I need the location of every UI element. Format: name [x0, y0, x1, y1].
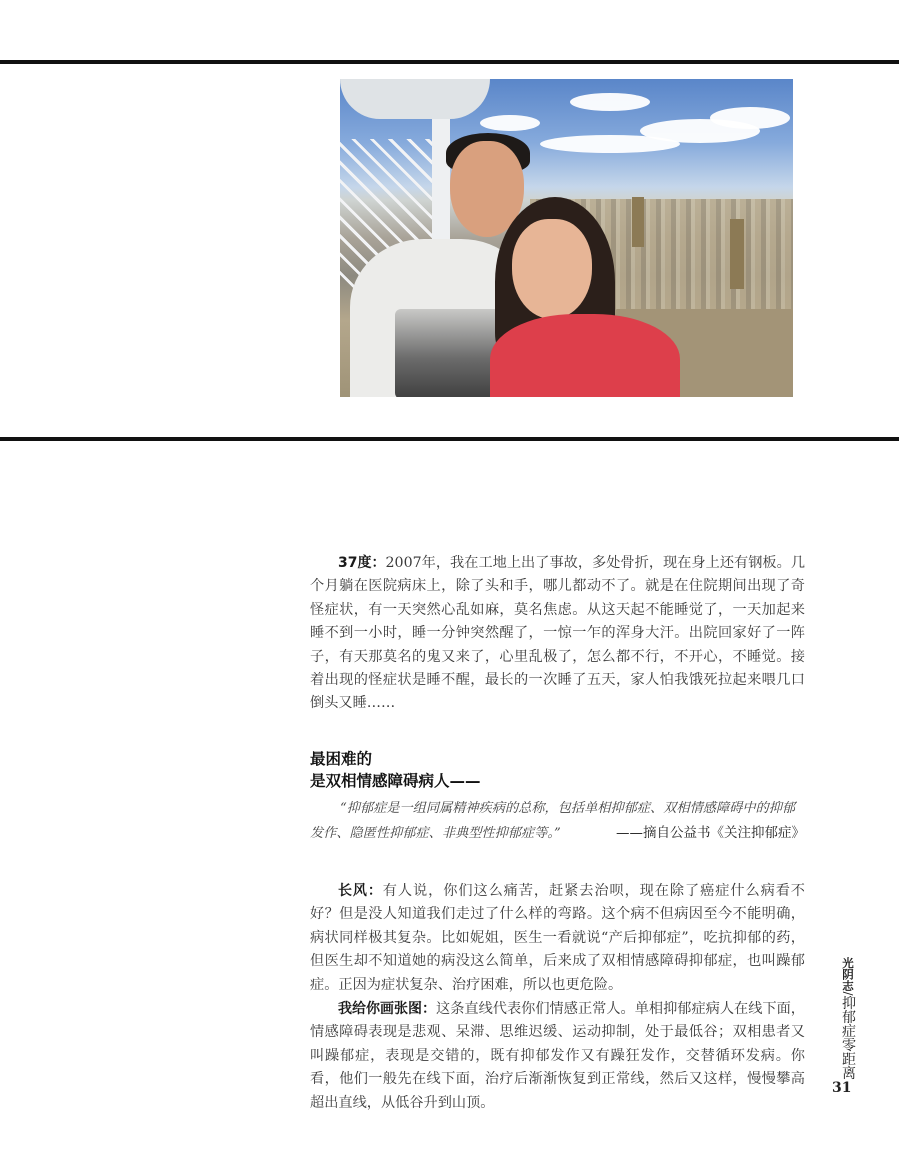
couple-photo — [340, 79, 793, 397]
bottom-rule — [0, 437, 899, 441]
speaker-label: 37度： — [338, 555, 386, 571]
pull-quote — [310, 796, 805, 846]
quote-line-2: 发作、隐匿性抑郁症、非典型性抑郁症等。” — [310, 826, 561, 841]
paragraph-37du — [310, 552, 805, 716]
paragraph-text: 有人说，你们这么痛苦，赶紧去治呗，现在除了癌症什么病看不好？但是没人知道我们走过了什么样的弯路。这个病不但病因至今不能明确，病状同样极其复杂。比如妮姐，医生一看就说“产后抑郁症”，吃抗抑郁的药，但医生却不知道她的病没这么简单，后来成了双相情感障碍抑郁症，也叫躁郁症。正因为症状复杂、治疗困难，所以也更危险。 — [310, 883, 805, 993]
label-separator: / — [841, 991, 855, 996]
speaker-label: 长风： — [338, 883, 383, 899]
quote-source: ——摘自公益书《关注抑郁症》 — [616, 825, 805, 841]
column-name: 抑郁症零距离 — [840, 995, 856, 1080]
section-heading — [310, 748, 481, 792]
paragraph-text: 这条直线代表你们情感正常人。单相抑郁症病人在线下面，情感障碍表现是悲观、呆滞、思维迟缓、运动抑制，处于最低谷；双相患者又叫躁郁症，表现是交错的，既有抑郁发作又有躁狂发作，交替循环发病。你看，他们一般先在线下面，治疗后渐渐恢复到正常线，然后又这样，慢慢攀高超出直线，从低谷升到山顶。 — [310, 1001, 805, 1111]
heading-line-1: 最困难的 — [310, 750, 373, 768]
heading-line-2: 是双相情感障碍病人—— — [310, 772, 481, 790]
top-rule — [0, 60, 899, 64]
quote-line-1: “抑郁症是一组同属精神疾病的总称，包括单相抑郁症、双相情感障碍中的抑郁 — [340, 801, 796, 816]
page-number: 31 — [832, 1080, 852, 1096]
paragraph-changfeng — [310, 880, 805, 997]
paragraph-text: 2007年，我在工地上出了事故，多处骨折，现在身上还有钢板。几个月躺在医院病床上，除了头和手，哪儿都动不了。就是在住院期间出现了奇怪症状，有一天突然心乱如麻，莫名焦虑。从这天起不能睡觉了，一天加起来睡不到一小时，睡一分钟突然醒了，一惊一乍的浑身大汗。出院回家好了一阵子，有天那莫名的鬼又来了，心里乱极了，怎么都不行，不开心，不睡觉。接着出现的怪症状是睡不醒，最长的一次睡了五天，家人怕我饿死拉起来喂几口倒头又睡…… — [310, 555, 806, 712]
magazine-name: 光阴志 — [841, 957, 855, 992]
paragraph-diagram — [310, 998, 805, 1115]
speaker-label: 我给你画张图： — [338, 1001, 437, 1017]
column-label — [836, 957, 856, 1080]
